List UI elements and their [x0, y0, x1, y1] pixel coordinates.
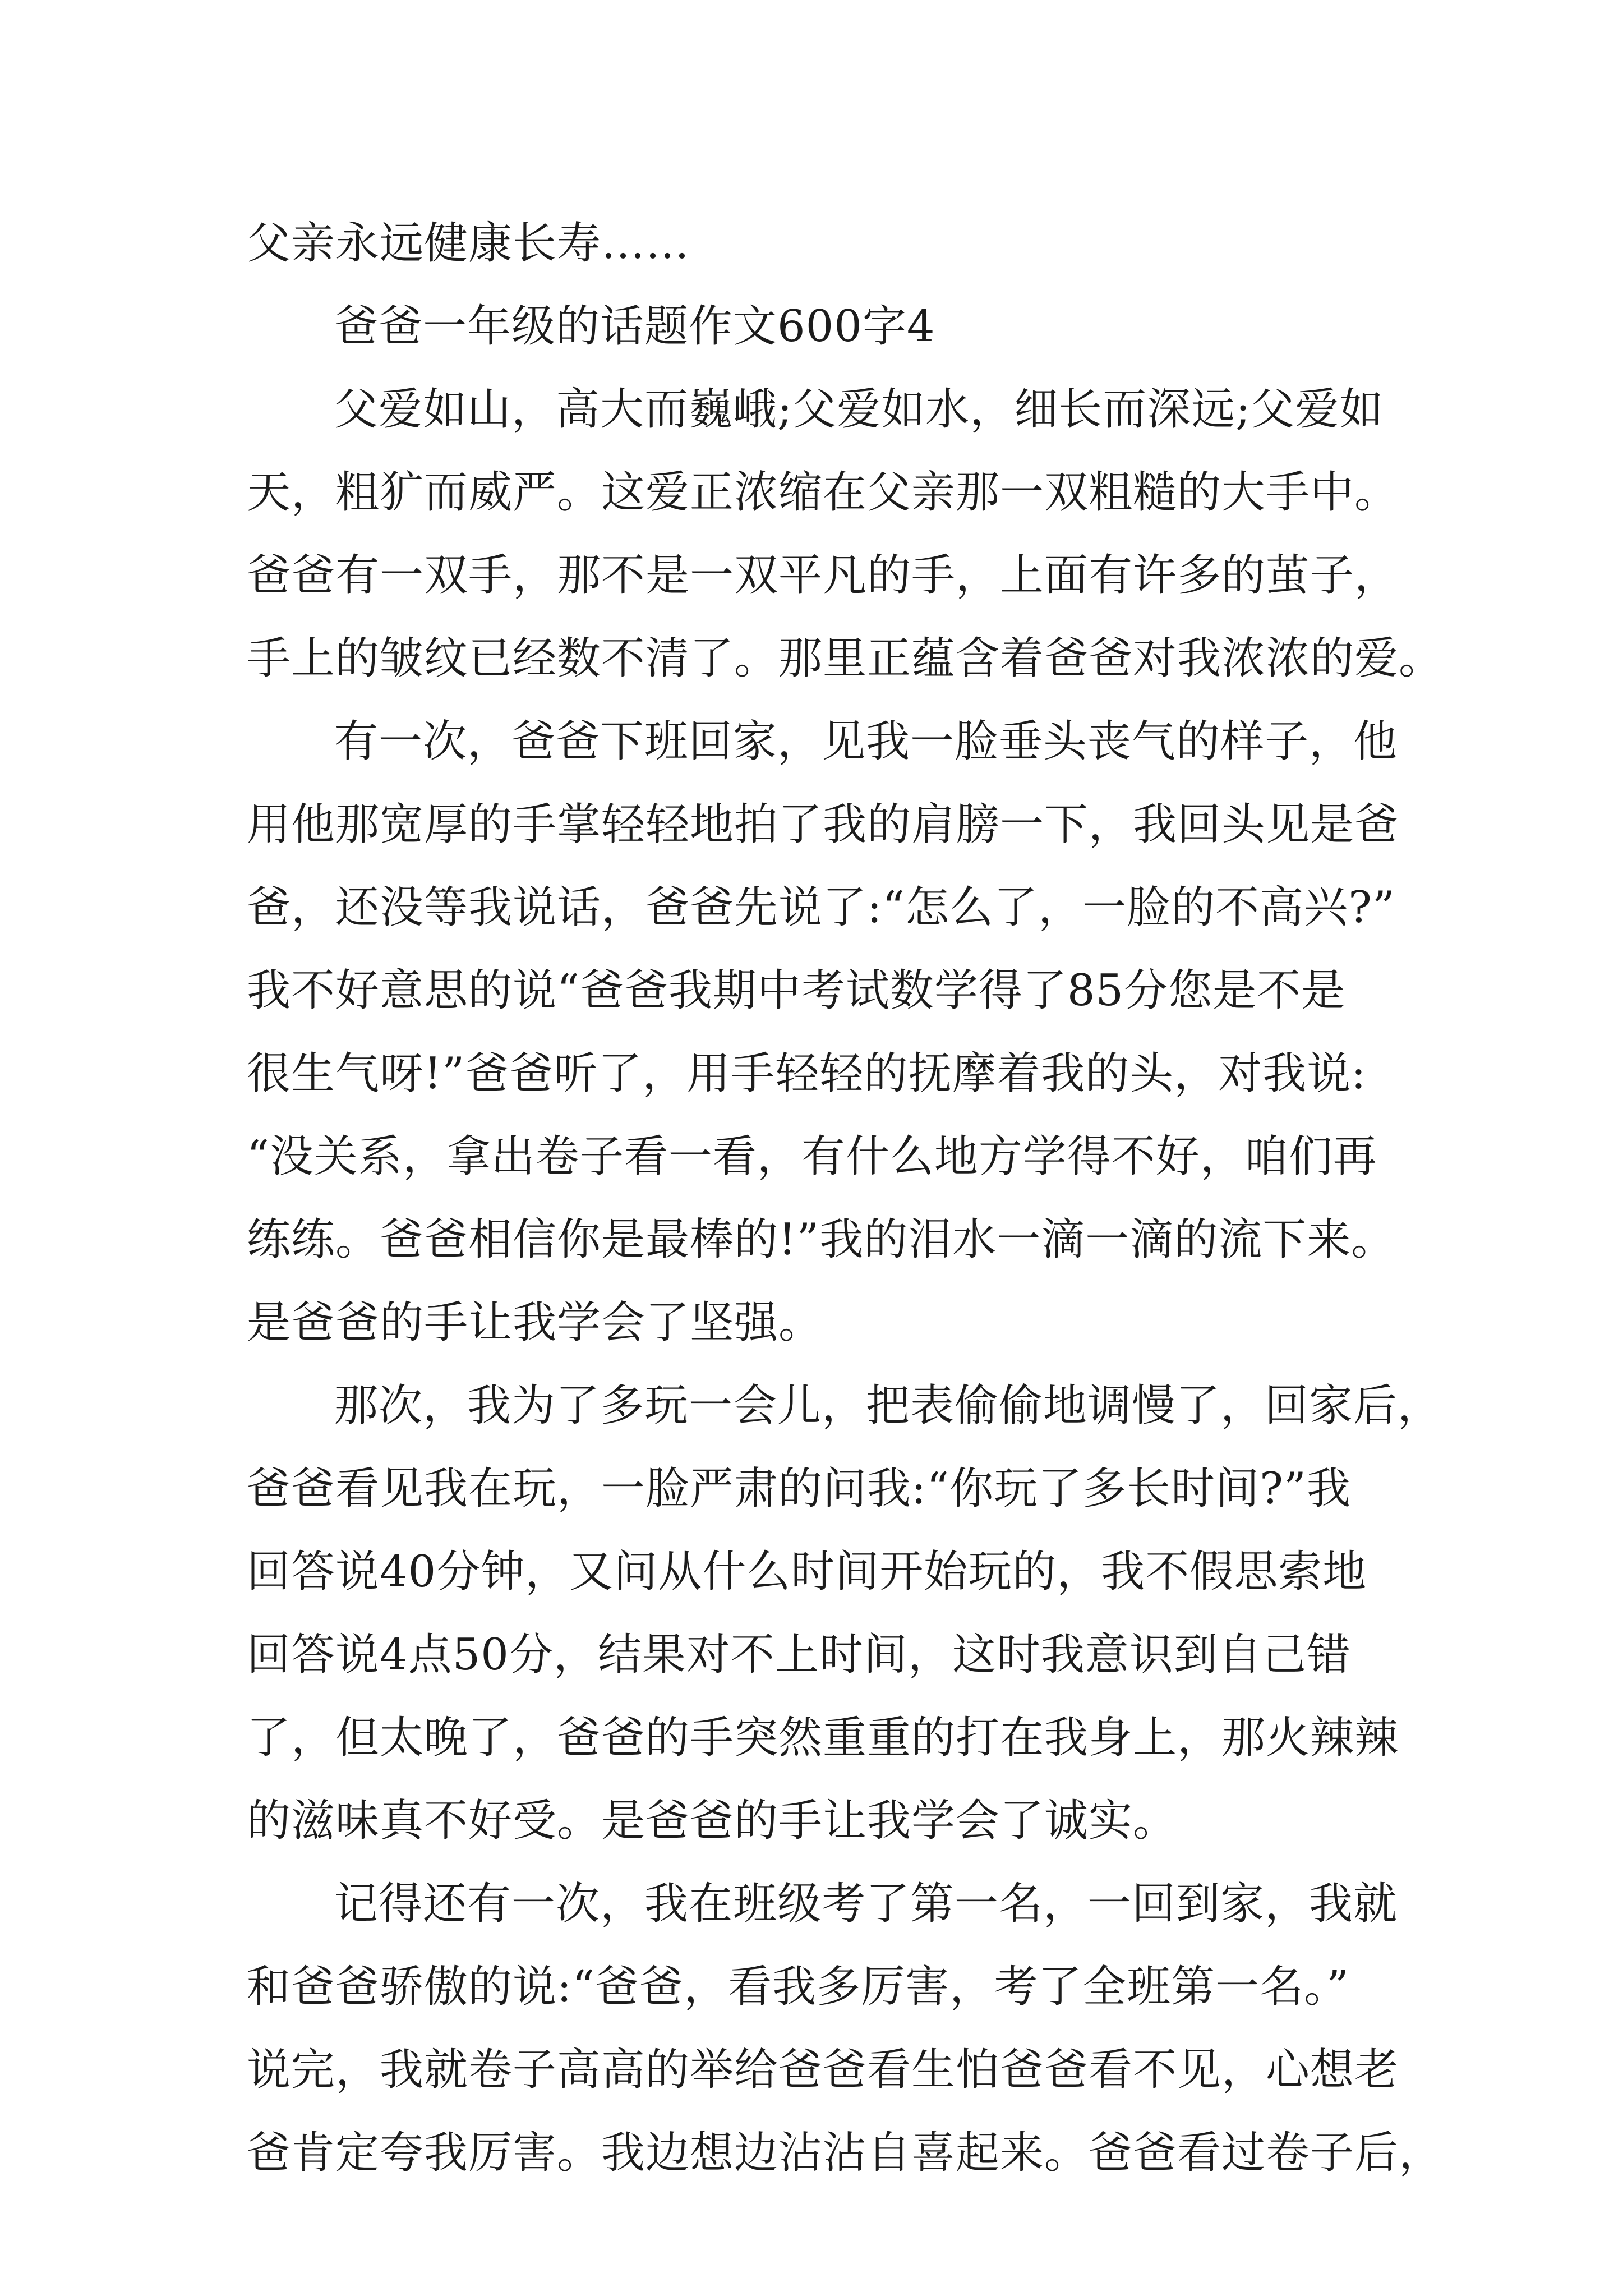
- essay-title: 爸爸一年级的话题作文600字4: [334, 301, 935, 352]
- text-line: 爸肯定夸我厉害。我边想边沾沾自喜起来。爸爸看过卷子后，: [247, 2128, 1444, 2178]
- text-line: 回答说4点50分，结果对不上时间，这时我意识到自己错: [247, 1630, 1351, 1680]
- text-line: 练练。爸爸相信你是最棒的!”我的泪水一滴一滴的流下来。: [247, 1214, 1396, 1265]
- text-line: 那次，我为了多玩一会儿，把表偷偷地调慢了，回家后，: [334, 1381, 1442, 1431]
- text-line: “没关系，拿出卷子看一看，有什么地方学得不好，咱们再: [247, 1131, 1377, 1182]
- text-line: 爸，还没等我说话，爸爸先说了:“怎么了，一脸的不高兴?”: [247, 882, 1395, 933]
- text-line: 回答说40分钟，又问从什么时间开始玩的，我不假思索地: [247, 1547, 1367, 1597]
- text-line: 天，粗犷而威严。这爱正浓缩在父亲那一双粗糙的大手中。: [247, 467, 1399, 518]
- text-line: 用他那宽厚的手掌轻轻地拍了我的肩膀一下，我回头见是爸: [247, 799, 1399, 850]
- text-line: 是爸爸的手让我学会了坚强。: [247, 1297, 823, 1348]
- text-line: 手上的皱纹已经数不清了。那里正蕴含着爸爸对我浓浓的爱。: [247, 633, 1444, 684]
- text-line: 记得还有一次，我在班级考了第一名，一回到家，我就: [334, 1879, 1398, 1929]
- text-line: 有一次，爸爸下班回家，见我一脸垂头丧气的样子，他: [334, 716, 1398, 767]
- text-line: 说完，我就卷子高高的举给爸爸看生怕爸爸看不见，心想老: [247, 2045, 1399, 2095]
- text-line: 了，但太晚了，爸爸的手突然重重的打在我身上，那火辣辣: [247, 1713, 1399, 1763]
- text-line: 父亲永远健康长寿……: [247, 218, 690, 269]
- text-line: 爸爸看见我在玩，一脸严肃的问我:“你玩了多长时间?”我: [247, 1464, 1351, 1514]
- text-line: 和爸爸骄傲的说:“爸爸，看我多厉害，考了全班第一名。”: [247, 1962, 1350, 2012]
- text-line: 父爱如山，高大而巍峨;父爱如水，细长而深远;父爱如: [334, 384, 1384, 435]
- text-line: 爸爸有一双手，那不是一双平凡的手，上面有许多的茧子，: [247, 550, 1399, 601]
- essay-body: [247, 202, 1444, 2194]
- text-line: 的滋味真不好受。是爸爸的手让我学会了诚实。: [247, 1796, 1178, 1846]
- text-line: 我不好意思的说“爸爸我期中考试数学得了85分您是不是: [247, 965, 1346, 1016]
- text-line: 很生气呀!”爸爸听了，用手轻轻的抚摩着我的头，对我说:: [247, 1048, 1367, 1099]
